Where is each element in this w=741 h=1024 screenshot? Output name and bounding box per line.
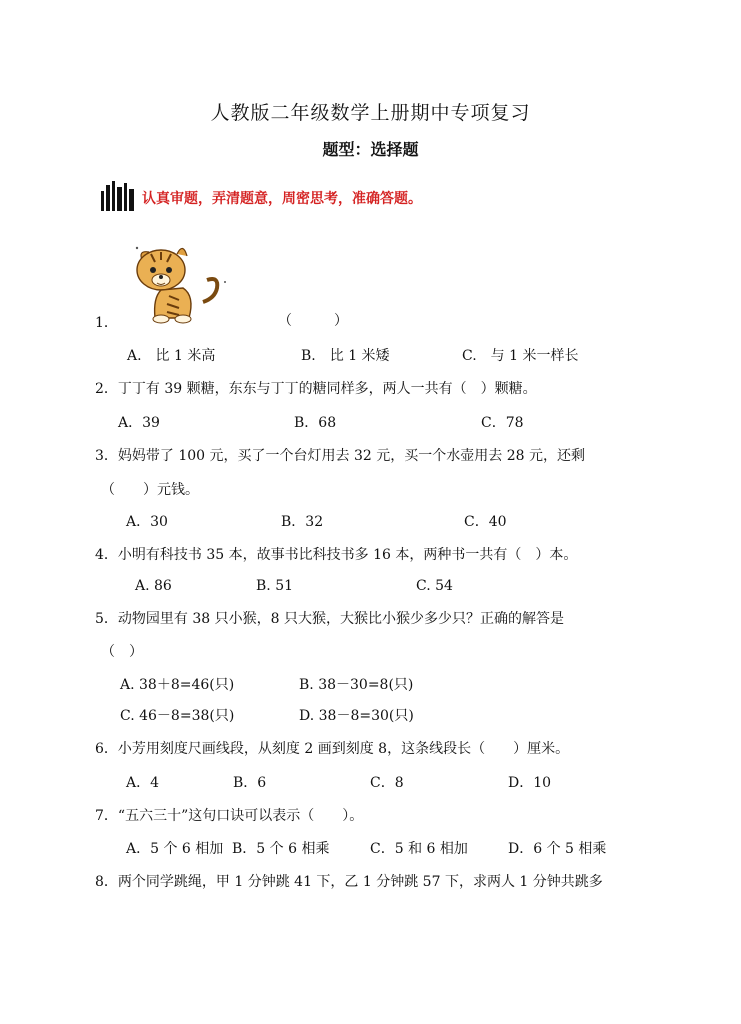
q1-option-c: C. 与 1 米一样长 (462, 348, 579, 364)
q3-option-c: C．40 (464, 514, 507, 530)
q3-stem-continued: （ ）元钱。 (101, 482, 199, 498)
q4-option-b: B. 51 (256, 578, 294, 594)
q5-stem: 5．动物园里有 38 只小猴，8 只大猴，大猴比小猴少多少只？正确的解答是 (95, 611, 564, 627)
q4-option-a: A. 86 (135, 578, 172, 594)
q4-option-c: C. 54 (416, 578, 453, 594)
q7-option-c: C．5 和 6 相加 (370, 841, 468, 857)
q2-stem: 2．丁丁有 39 颗糖，东东与丁丁的糖同样多，两人一共有（ ）颗糖。 (95, 381, 537, 397)
q6-stem: 6．小芳用刻度尺画线段，从刻度 2 画到刻度 8，这条线段长（ ）厘米。 (95, 741, 570, 757)
q7-option-a: A．5 个 6 相加 (126, 841, 224, 857)
q7-option-b: B．5 个 6 相乘 (232, 841, 330, 857)
q3-option-b: B．32 (281, 514, 324, 530)
q6-option-c: C．8 (370, 775, 404, 791)
q8-stem: 8．两个同学跳绳，甲 1 分钟跳 41 下，乙 1 分钟跳 57 下，求两人 1 分钟共跳多 (95, 874, 603, 890)
q2-option-a: A．39 (118, 415, 160, 431)
q6-option-a: A．4 (126, 775, 160, 791)
q7-stem: 7．“五六三十”这句口诀可以表示（ ）。 (95, 808, 364, 824)
q1-answer-paren: （ ） (278, 313, 348, 329)
q5-option-b: B. 38－30=8(只) (299, 677, 414, 693)
q3-stem: 3．妈妈带了 100 元，买了一个台灯用去 32 元，买一个水壶用去 28 元，还剩 (95, 448, 585, 464)
q2-option-c: C．78 (481, 415, 524, 431)
question-type-subtitle: 题型：选择题 (322, 140, 419, 159)
page-title: 人教版二年级数学上册期中专项复习 (210, 102, 531, 124)
q1-option-b: B. 比 1 米矮 (301, 348, 390, 364)
q2-option-b: B．68 (294, 415, 337, 431)
q5-option-d: D. 38－8=30(只) (299, 708, 414, 724)
q3-option-a: A．30 (126, 514, 168, 530)
q4-stem: 4．小明有科技书 35 本，故事书比科技书多 16 本，两种书一共有（ ）本。 (95, 547, 578, 563)
q5-option-a: A. 38＋8=46(只) (120, 677, 235, 693)
q5-stem-continued: （ ） (101, 644, 143, 660)
q6-option-d: D．10 (508, 775, 552, 791)
q6-option-b: B．6 (233, 775, 267, 791)
q1-number: 1． (95, 315, 118, 331)
tiger-cub-illustration (131, 240, 231, 326)
q1-option-a: A. 比 1 米高 (127, 348, 216, 364)
instruction-tip: 认真审题，弄清题意，周密思考，准确答题。 (142, 191, 422, 207)
q5-option-c: C. 46－8=38(只) (120, 708, 235, 724)
books-bar-icon (101, 181, 135, 211)
q7-option-d: D．6 个 5 相乘 (508, 841, 607, 857)
